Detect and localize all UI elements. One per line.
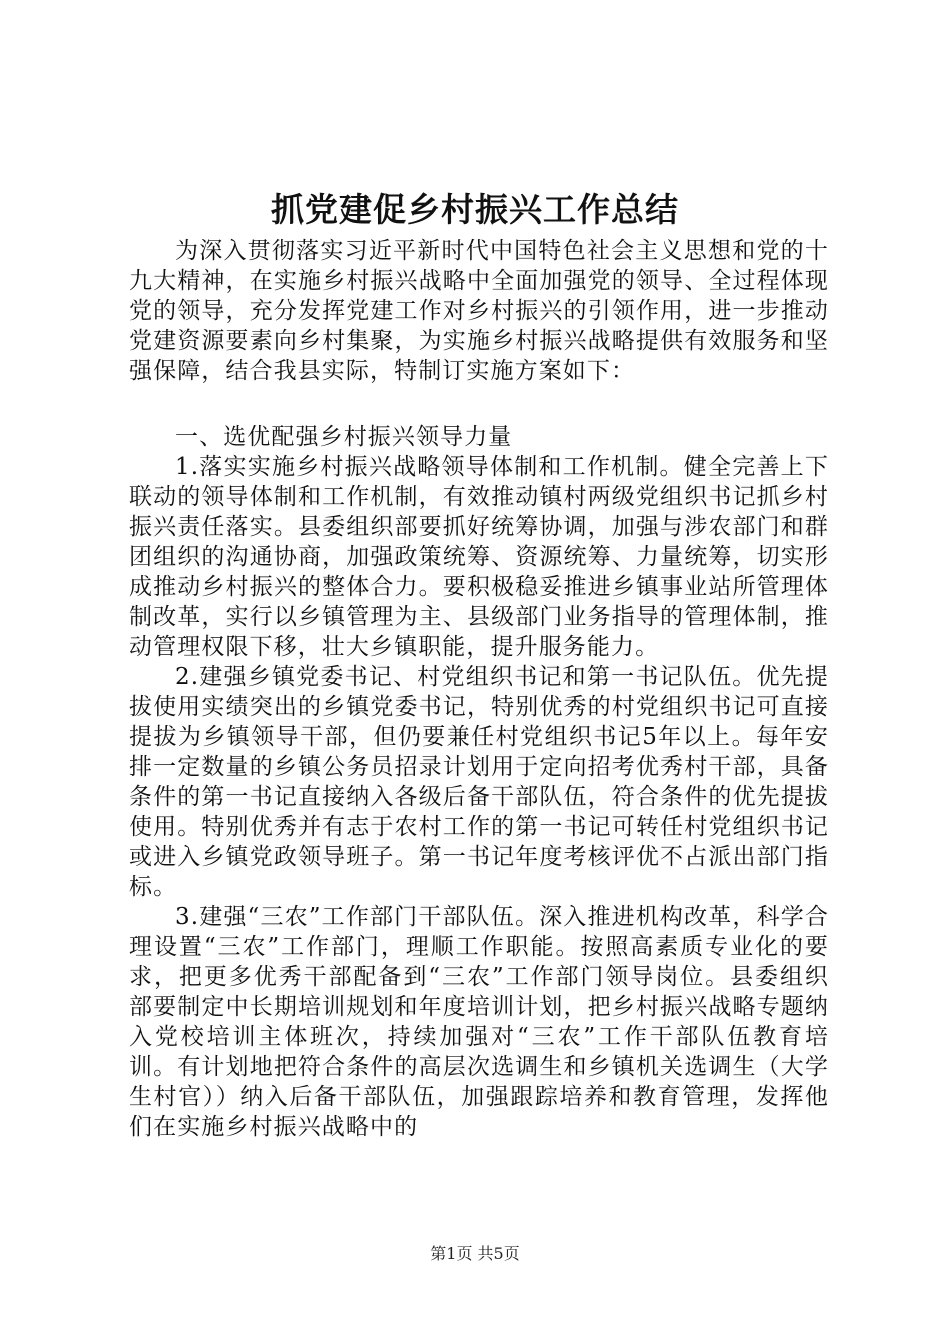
item-paragraph-2: 2.建强乡镇党委书记、村党组织书记和第一书记队伍。优先提拔使用实绩突出的乡镇党委书记，特别优秀的村党组织书记可直接提拔为乡镇领导干部，但仍要兼任村党组织书记5年以上。每年安排一定数量的乡镇公务员招录计划用于定向招考优秀村干部，具备条件的第一书记直接纳入各级后备干部队伍，符合条件的优先提拔使用。特别优秀并有志于农村工作的第一书记可转任村党组织书记或进入乡镇党政领导班子。第一书记年度考核评优不占派出部门指标。 bbox=[129, 664, 829, 900]
intro-paragraph: 为深入贯彻落实习近平新时代中国特色社会主义思想和党的十九大精神，在实施乡村振兴战略中全面加强党的领导、全过程体现党的领导，充分发挥党建工作对乡村振兴的引领作用，进一步推动党建资源要素向乡村集聚，为实施乡村振兴战略提供有效服务和坚强保障，结合我县实际，特制订实施方案如下： bbox=[129, 238, 829, 384]
page-footer: 第1页 共5页 bbox=[430, 1244, 520, 1263]
document-body bbox=[129, 236, 829, 1142]
section-heading: 一、选优配强乡村振兴领导力量 bbox=[175, 424, 513, 450]
item-paragraph-3: 3.建强“三农”工作部门干部队伍。深入推进机构改革，科学合理设置“三农”工作部门，理顺工作职能。按照高素质专业化的要求，把更多优秀干部配备到“三农”工作部门领导岗位。县委组织部要制定中长期培训规划和年度培训计划，把乡村振兴战略专题纳入党校培训主体班次，持续加强对“三农”工作干部队伍教育培训。有计划地把符合条件的高层次选调生和乡镇机关选调生（大学生村官））纳入后备干部队伍，加强跟踪培养和教育管理，发挥他们在实施乡村振兴战略中的 bbox=[129, 904, 829, 1140]
document-title: 抓党建促乡村振兴工作总结 bbox=[271, 190, 679, 229]
item-paragraph-1: 1.落实实施乡村振兴战略领导体制和工作机制。健全完善上下联动的领导体制和工作机制，有效推动镇村两级党组织书记抓乡村振兴责任落实。县委组织部要抓好统筹协调，加强与涉农部门和群团组织的沟通协商，加强政策统筹、资源统筹、力量统筹，切实形成推动乡村振兴的整体合力。要积极稳妥推进乡镇事业站所管理体制改革，实行以乡镇管理为主、县级部门业务指导的管理体制，推动管理权限下移，壮大乡镇职能，提升服务能力。 bbox=[129, 454, 829, 660]
